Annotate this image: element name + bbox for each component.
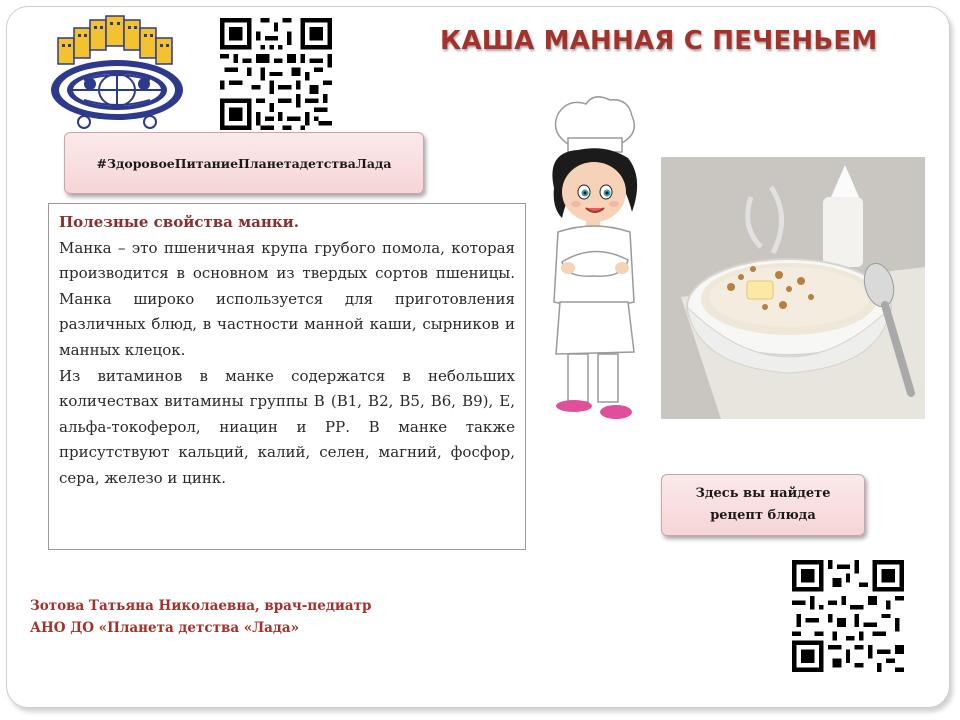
qr-code-bottom-icon[interactable] [792,560,904,672]
hashtag-badge [64,132,424,194]
benefits-heading: Полезные свойства манки. [59,213,300,231]
benefits-text-box [48,203,526,550]
benefits-paragraph-2: Из витаминов в манке содержатся в небольших количествах витамины группы В (В1, В2, В5, В6, В9), Е, альфа-токоферол, ниацин и РР. В манке также присутствуют кальций, калий, селен, магний, фосфор, сера, железо и цинк. [59,366,515,487]
page-title: КАША МАННАЯ С ПЕЧЕНЬЕМ [440,26,878,56]
author-block [30,595,450,639]
semolina-porridge-bowl-photo [661,157,925,419]
author-name: Зотова Татьяна Николаевна, врач-педиатр [30,598,372,614]
qr-code-top-icon[interactable] [220,18,332,130]
recipe-hint-text: Здесь вы найдете рецепт блюда [695,486,831,523]
recipe-hint-badge [661,474,865,536]
hashtag-text: #ЗдоровоеПитаниеПланетадетстваЛада [96,155,392,171]
author-organization: АНО ДО «Планета детства «Лада» [30,620,300,636]
benefits-paragraph-1: Манка – это пшеничная крупа грубого помола, которая производится в основном из твердых сортов пшеницы. Манка широко используется для приготовления различных блюд, в частности манной каши, сырников и манных клецок. [59,238,515,359]
planeta-detstva-logo [44,12,190,130]
chef-girl-illustration [528,92,656,432]
